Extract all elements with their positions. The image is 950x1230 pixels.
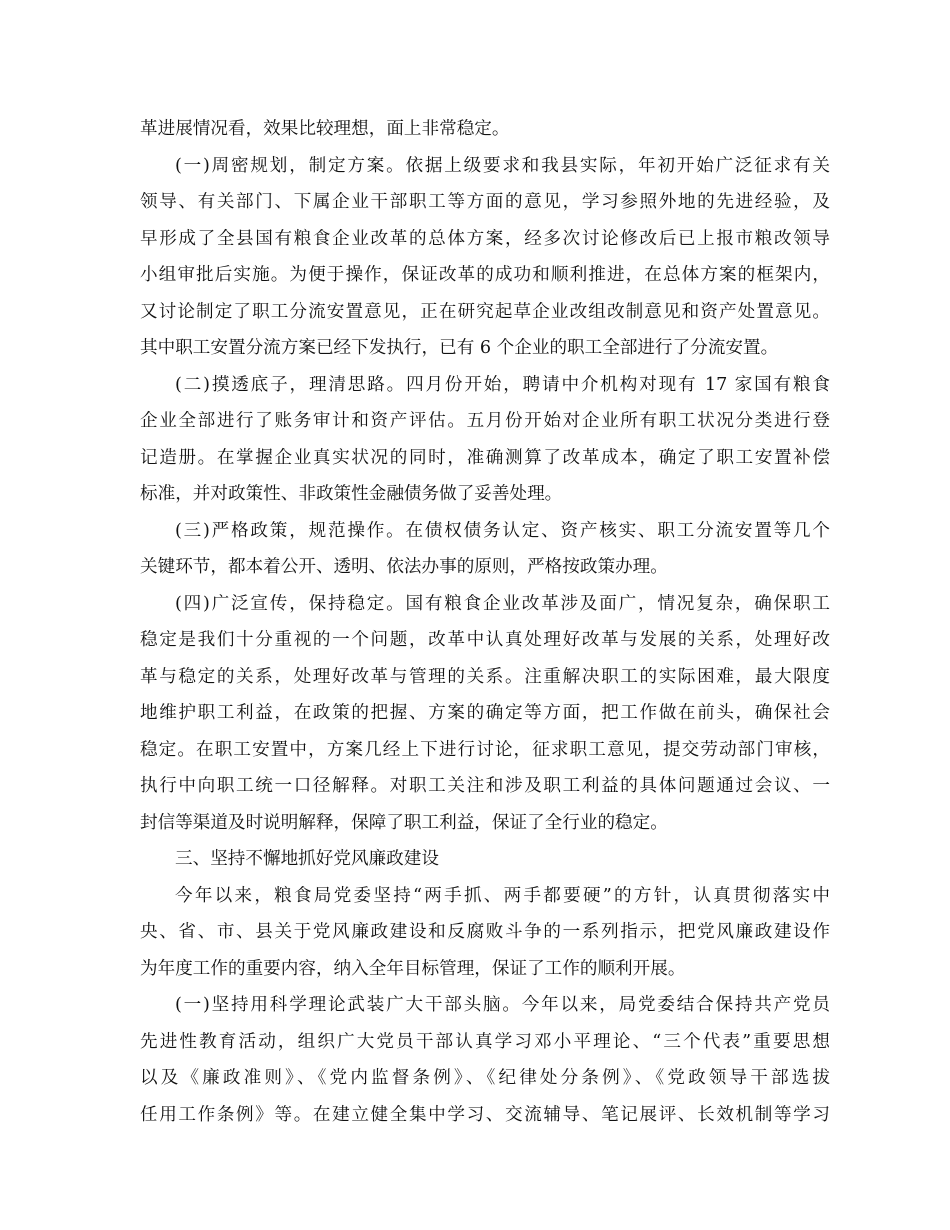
document-body — [140, 111, 830, 1133]
text-line: (三)严格政策，规范操作。在债权债务认定、资产核实、职工分流安置等几个 — [175, 520, 830, 541]
text-line: 先进性教育活动，组织广大党员干部认真学习邓小平理论、“三个代表”重要思想 — [140, 1031, 830, 1052]
text-line: 其中职工安置分流方案已经下发执行，已有 6 个企业的职工全部进行了分流安置。 — [140, 338, 779, 358]
text-line: 封信等渠道及时说明解释，保障了职工利益，保证了全行业的稳定。 — [140, 812, 668, 833]
text-line: 小组审批后实施。为便于操作，保证改革的成功和顺利推进，在总体方案的框架内， — [140, 265, 830, 285]
text-line: (一)坚持用科学理论武装广大干部头脑。今年以来，局党委结合保持共产党员 — [175, 995, 830, 1015]
text-line: 地维护职工利益，在政策的把握、方案的确定等方面，把工作做在前头，确保社会 — [140, 703, 830, 723]
text-line: 执行中向职工统一口径解释。对职工关注和涉及职工利益的具体问题通过会议、一 — [140, 776, 830, 796]
text-line: 稳定是我们十分重视的一个问题，改革中认真处理好改革与发展的关系，处理好改 — [140, 630, 830, 650]
text-line: 企业全部进行了账务审计和资产评估。五月份开始对企业所有职工状况分类进行登 — [140, 411, 830, 431]
text-line: 又讨论制定了职工分流安置意见，正在研究起草企业改组改制意见和资产处置意见。 — [140, 301, 830, 322]
text-line: (四)广泛宣传，保持稳定。国有粮食企业改革涉及面广，情况复杂，确保职工 — [175, 593, 830, 614]
text-line: 今年以来，粮食局党委坚持“两手抓、两手都要硬”的方针，认真贯彻落实中 — [175, 885, 830, 906]
text-line: (二)摸透底子，理清思路。四月份开始，聘请中介机构对现有 17 家国有粮食 — [175, 374, 830, 395]
text-line: 以及《廉政准则》、《党内监督条例》、《纪律处分条例》、《党政领导干部选拔 — [140, 1068, 830, 1088]
text-line: (一)周密规划，制定方案。依据上级要求和我县实际，年初开始广泛征求有关 — [175, 155, 830, 176]
text-line: 为年度工作的重要内容，纳入全年目标管理，保证了工作的顺利开展。 — [140, 958, 686, 979]
text-line: 关键环节，都本着公开、透明、依法办事的原则，严格按政策办理。 — [140, 557, 668, 577]
text-line: 标准，并对政策性、非政策性金融债务做了妥善处理。 — [140, 484, 563, 504]
text-line: 任用工作条例》等。在建立健全集中学习、交流辅导、笔记展评、长效机制等学习 — [140, 1104, 830, 1125]
text-line: 早形成了全县国有粮食企业改革的总体方案，经多次讨论修改后已上报市粮改领导 — [140, 228, 830, 249]
text-line: 央、省、市、县关于党风廉政建设和反腐败斗争的一系列指示，把党风廉政建设作 — [140, 922, 830, 942]
text-line: 革进展情况看，效果比较理想，面上非常稳定。 — [140, 119, 510, 139]
text-line: 领导、有关部门、下属企业干部职工等方面的意见，学习参照外地的先进经验，及 — [140, 192, 830, 212]
section-heading: 三、坚持不懈地抓好党风廉政建设 — [175, 849, 439, 869]
text-line: 记造册。在掌握企业真实状况的同时，准确测算了改革成本，确定了职工安置补偿 — [140, 447, 830, 468]
text-line: 稳定。在职工安置中，方案几经上下进行讨论，征求职工意见，提交劳动部门审核， — [140, 739, 830, 760]
text-line: 革与稳定的关系，处理好改革与管理的关系。注重解决职工的实际困难，最大限度 — [140, 666, 830, 687]
